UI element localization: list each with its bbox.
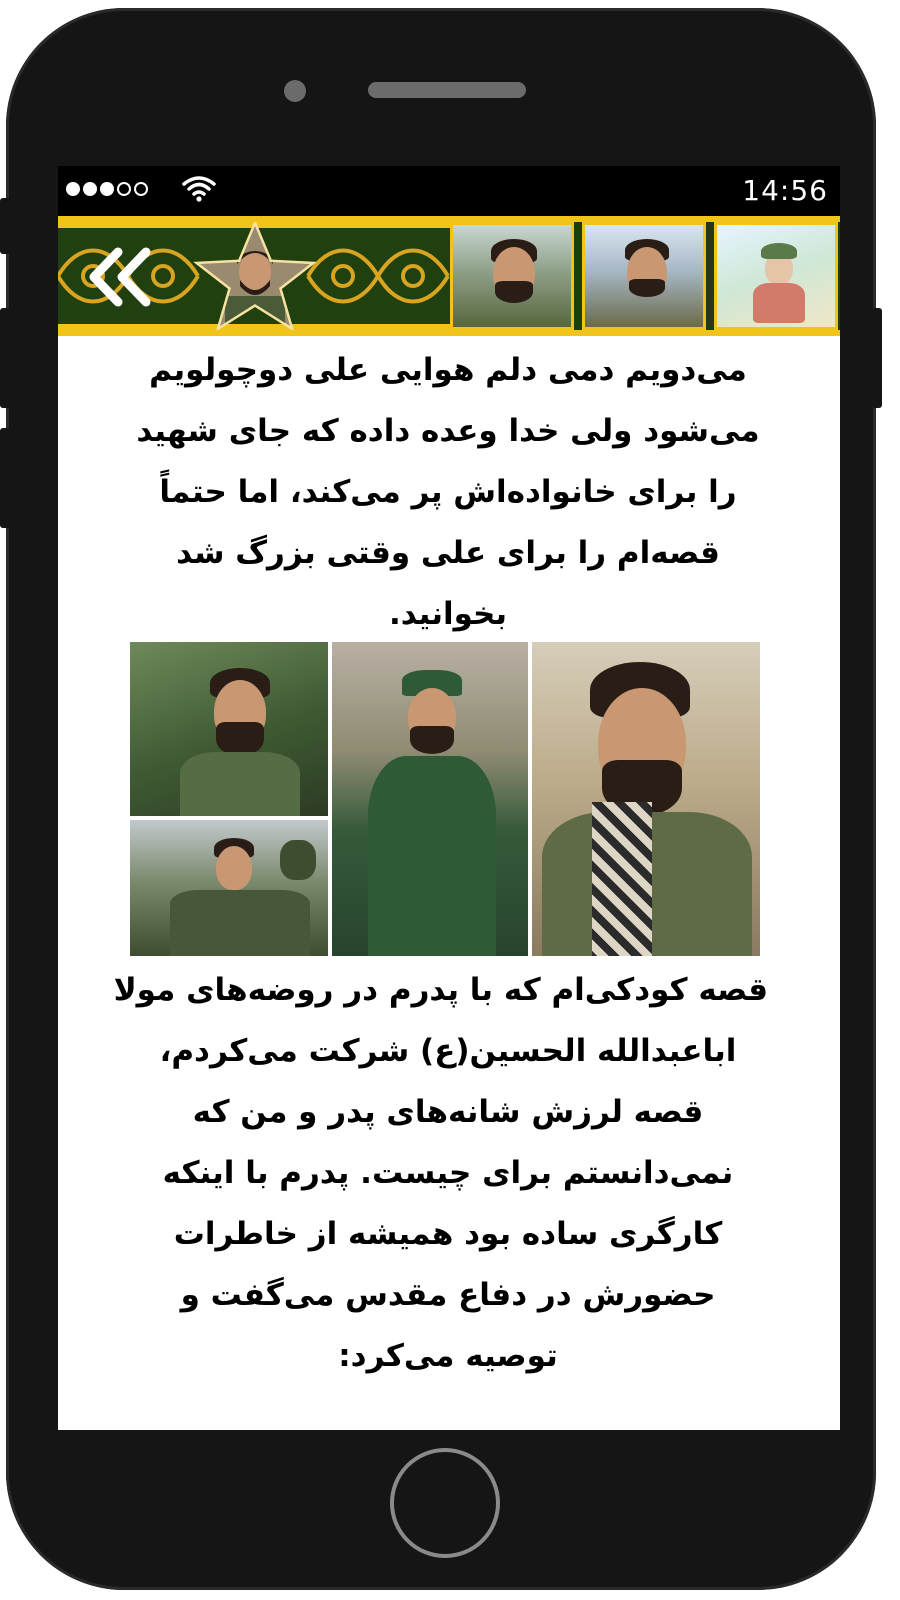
paragraph-line: را برای خانواده‌اش پر می‌کند، اما حتماً [159,474,737,510]
article-paragraph-2 [113,960,768,1387]
paragraph-line: قصه لرزش شانه‌های پدر و من که [192,1094,704,1130]
paragraph-line: قصه‌ام را برای علی وقتی بزرگ شد [176,535,720,571]
wifi-icon [182,174,216,204]
mute-switch [0,198,10,254]
earpiece-speaker [368,82,526,98]
photo-standing-uniform [332,642,528,956]
front-camera [284,80,306,102]
star-portrait [190,222,320,330]
photo-group-bottom-left [130,820,328,956]
photo-portrait-top-left [130,642,328,816]
paragraph-line: می‌شود ولی خدا وعده داده که جای شهید [136,413,760,449]
header-banner [58,216,840,336]
paragraph-line: قصه کودکی‌ام که با پدرم در روضه‌های مولا [113,972,768,1008]
paragraph-line: نمی‌دانستم برای چیست. پدرم با اینکه [162,1155,734,1191]
paragraph-line: کارگری ساده بود همیشه از خاطرات [173,1216,723,1252]
status-bar [58,166,840,216]
power-button [872,308,882,408]
phone-frame [6,8,876,1590]
martyr-thumbnail [582,222,706,330]
back-button[interactable] [84,242,164,312]
paragraph-line: بخوانید. [388,596,508,632]
screen [58,166,840,1430]
double-chevron-left-icon [94,252,146,302]
photo-desert-portrait [532,642,760,956]
paragraph-line: توصیه می‌کرد: [338,1338,558,1374]
paragraph-line: حضورش در دفاع مقدس می‌گفت و [180,1277,716,1313]
article-paragraph-1 [128,340,768,645]
volume-up-button [0,308,10,408]
volume-down-button [0,428,10,528]
signal-dots-icon [66,182,148,196]
status-time: 14:56 [742,174,828,207]
martyr-photo-collage [130,642,760,956]
home-button[interactable] [390,1448,500,1558]
martyr-thumbnail [714,222,838,330]
paragraph-line: اباعبدالله الحسین(ع) شرکت می‌کردم، [159,1033,737,1069]
paragraph-line: می‌دویم دمی دلم هوایی علی دوچولویم [149,352,747,388]
martyr-thumbnail [450,222,574,330]
